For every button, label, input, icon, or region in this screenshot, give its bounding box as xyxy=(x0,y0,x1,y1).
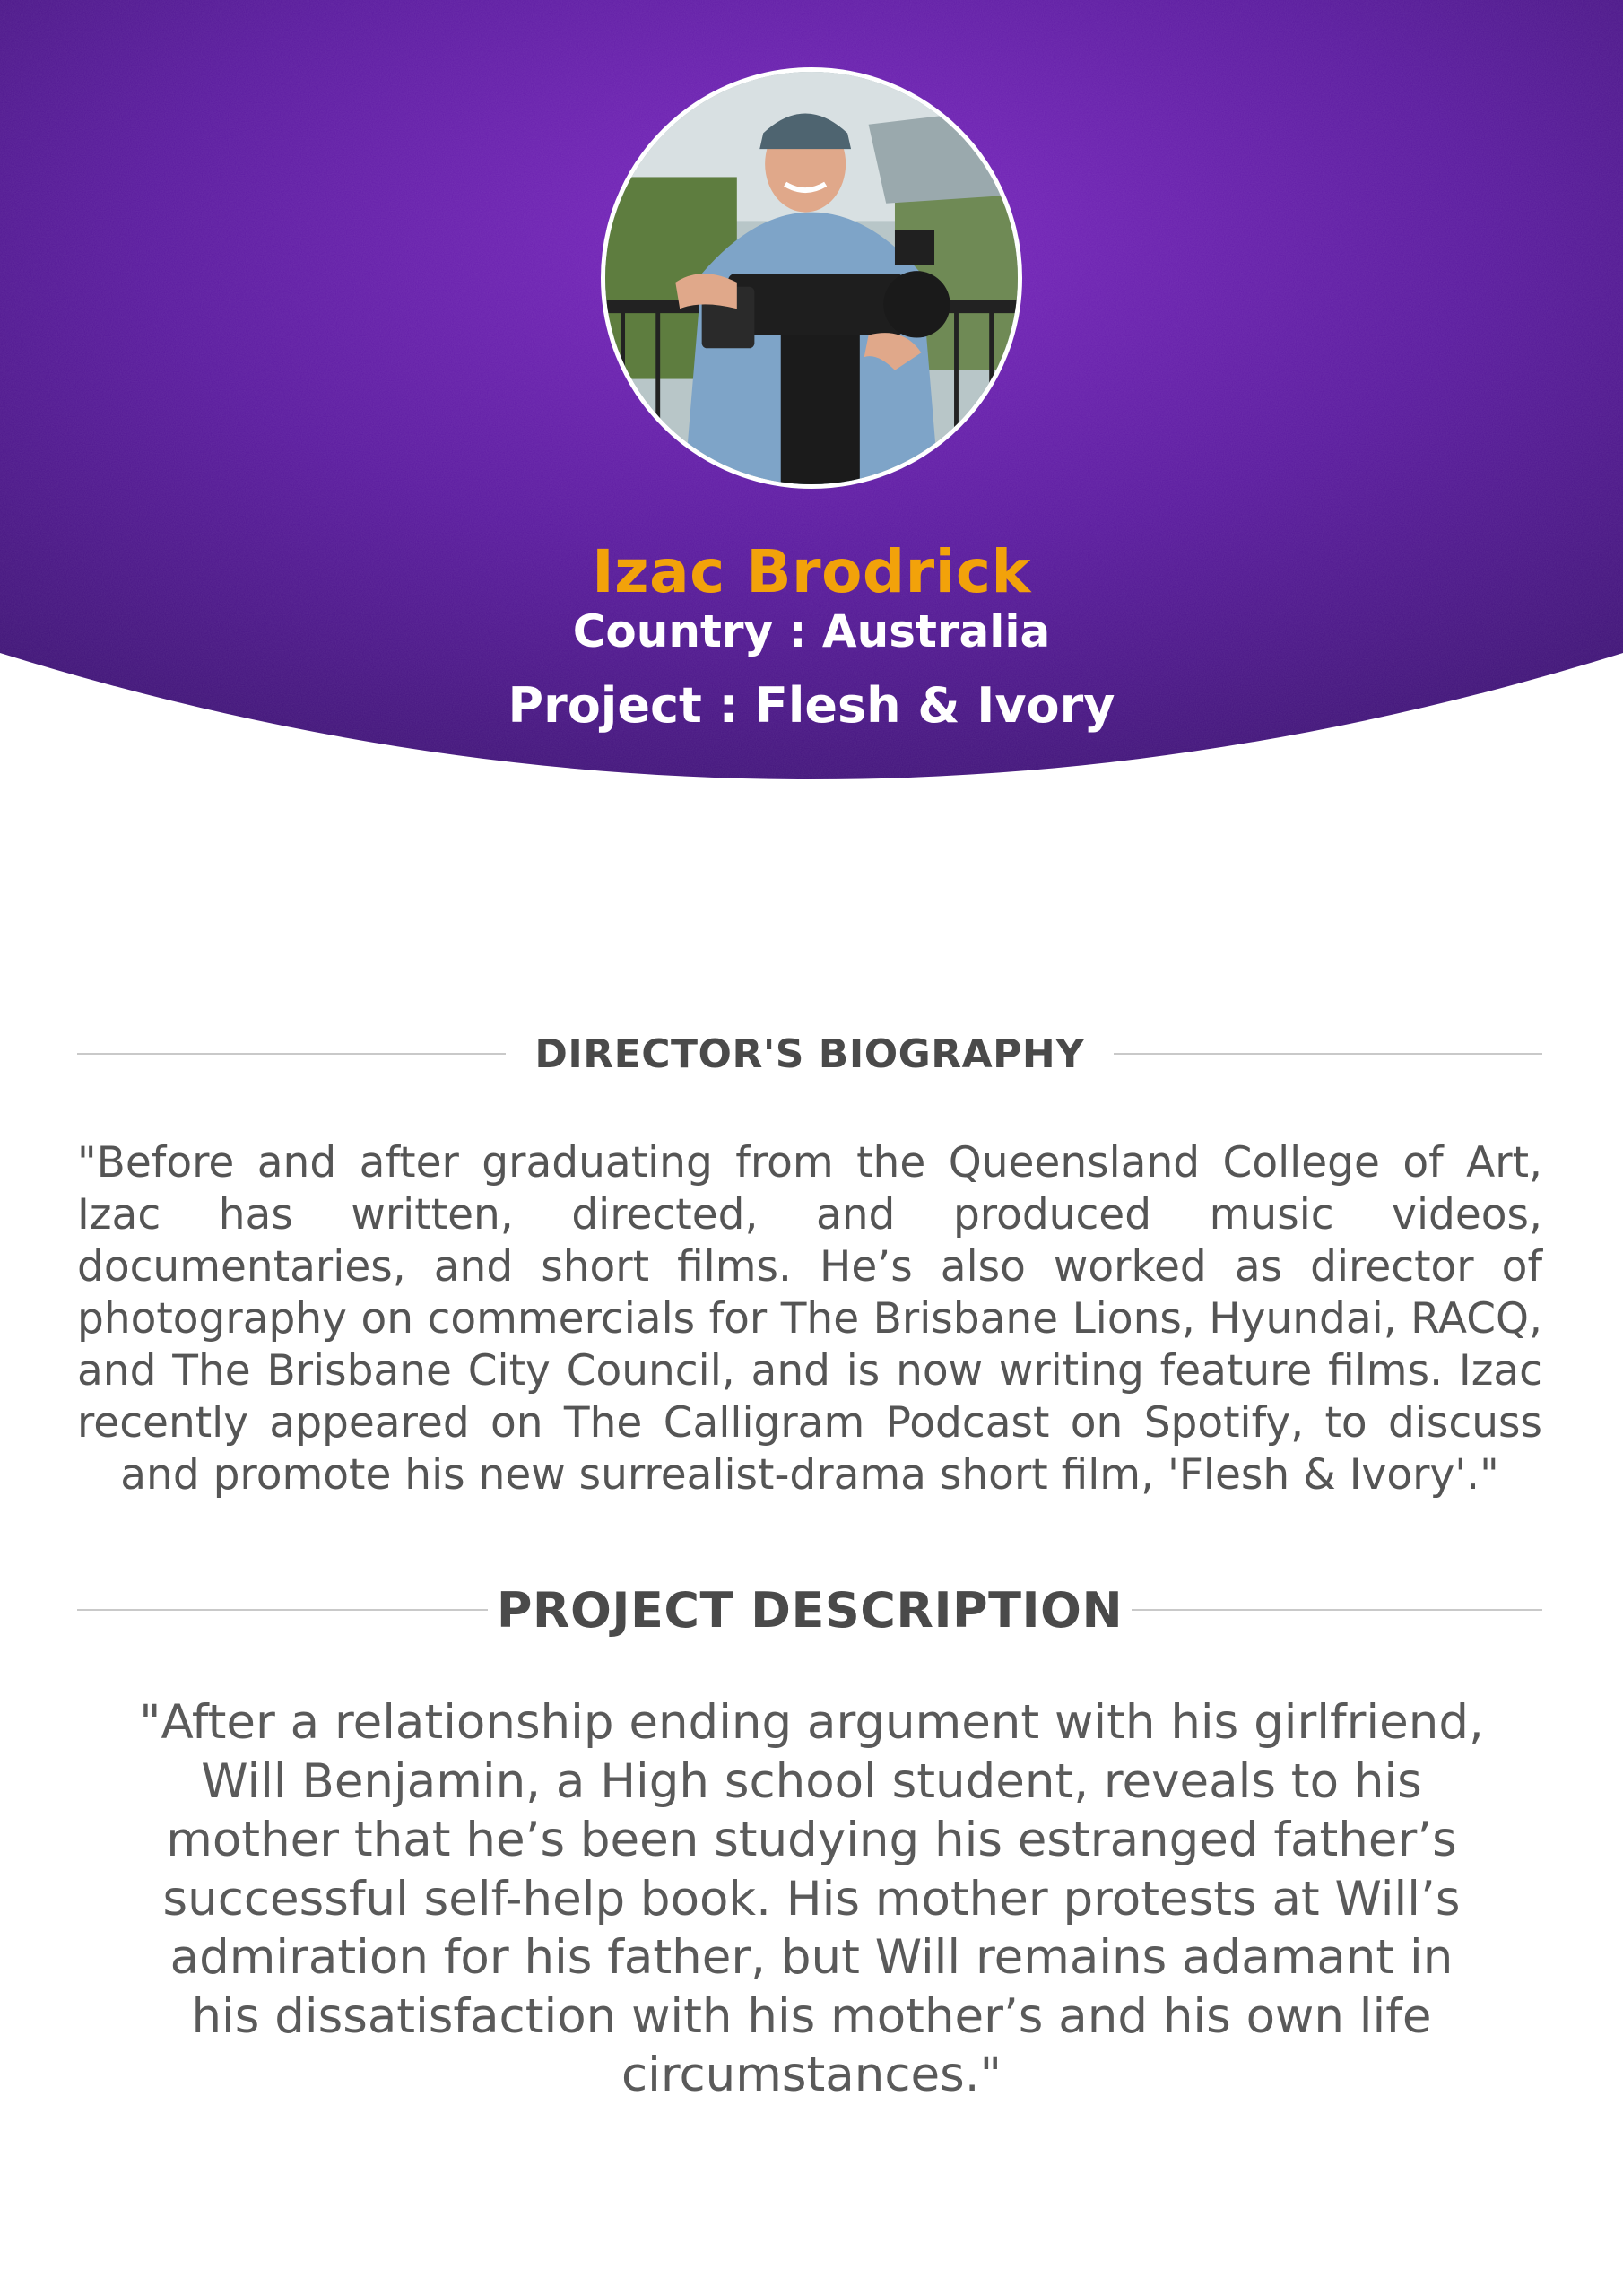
biography-heading-text: DIRECTOR'S BIOGRAPHY xyxy=(534,1031,1085,1077)
director-country: Country : Australia xyxy=(572,605,1051,657)
divider-right xyxy=(1114,1053,1542,1055)
divider-right xyxy=(1132,1609,1542,1611)
project-title: Project : Flesh & Ivory xyxy=(508,677,1115,734)
biography-heading xyxy=(77,1027,1542,1081)
director-photo xyxy=(601,67,1022,489)
divider-left xyxy=(77,1053,506,1055)
divider-left xyxy=(77,1609,488,1611)
director-name: Izac Brodrick xyxy=(592,537,1031,606)
project-description-heading xyxy=(77,1578,1542,1641)
project-description-text: "After a relationship ending argument with his girlfriend, Will Benjamin, a High school student, reveals to his mother that he’s been studying his estranged father’s successful self-help book. His mother protests at Will’s admiration for his father, but Will remains adamant in his dissatisfaction with his mother’s and his own life circumstances." xyxy=(139,1695,1484,2102)
project-description-heading-text: PROJECT DESCRIPTION xyxy=(496,1581,1124,1639)
biography-text: "Before and after graduating from the Queensland College of Art, Izac has written, directed, and produced music videos, documentaries, and short films. He’s also worked as director of photography on commercials for The Brisbane Lions, Hyundai, RACQ, and The Brisbane City Council, and is now writing feature films. Izac recently appeared on The Calligram Podcast on Spotify, to discuss and promote his new surrealist-drama short film, 'Flesh & Ivory'." xyxy=(77,1138,1542,1500)
